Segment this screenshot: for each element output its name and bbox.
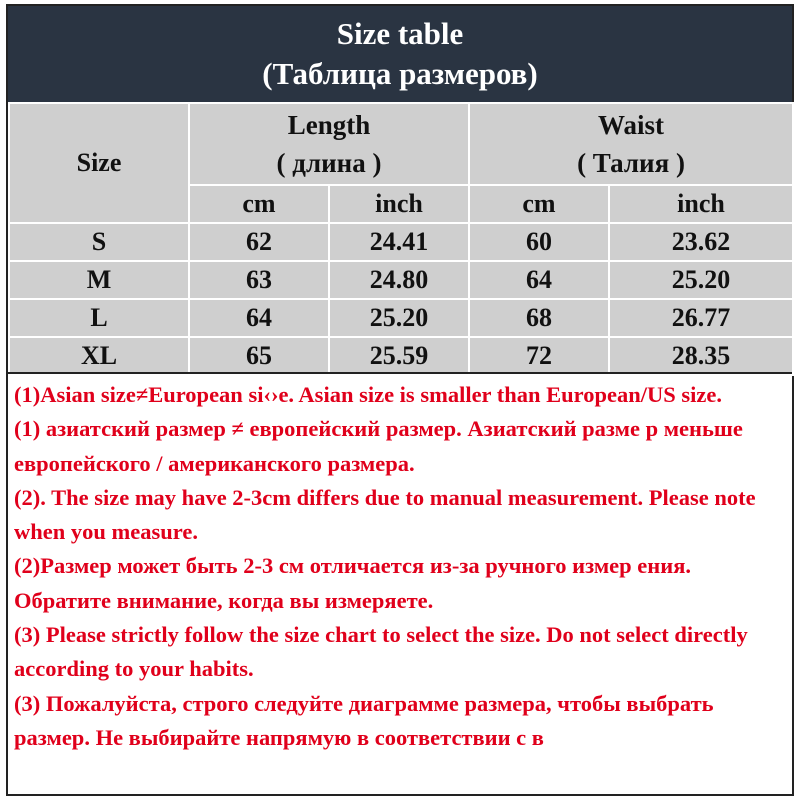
table-row (9, 299, 793, 337)
waist-header (469, 103, 793, 185)
unit-length-inch: inch (329, 185, 469, 223)
note-1-english: (1)Asian size≠European si‹›e. Asian size is smaller than European/US size. (14, 382, 723, 407)
unit-waist-inch: inch (609, 185, 793, 223)
table-row (9, 337, 793, 375)
header-row (9, 103, 793, 185)
waist-inch-cell: 26.77 (609, 299, 793, 337)
length-cm-cell: 65 (189, 337, 329, 375)
title-english: Size table (336, 16, 464, 51)
length-cm-cell: 63 (189, 261, 329, 299)
note-3-russian: (3) Пожалуйста, строго следуйте диаграмме размера, чтобы выбрать размер. Не выбирайте напрямую в соответствии с в (14, 690, 714, 750)
size-cell: L (9, 299, 189, 337)
waist-inch-cell: 28.35 (609, 337, 793, 375)
waist-cm-cell: 64 (469, 261, 609, 299)
length-cm-cell: 64 (189, 299, 329, 337)
note-3-english: (3) Please strictly follow the size chart to select the size. Do not select directly according to your habits. (14, 622, 748, 682)
length-inch-cell: 25.20 (329, 299, 469, 337)
table-row (9, 223, 793, 261)
size-cell: M (9, 261, 189, 299)
waist-subtitle: ( Талия ) (577, 148, 685, 178)
waist-inch-cell: 23.62 (609, 223, 793, 261)
size-table (8, 102, 794, 376)
title-banner (8, 6, 792, 102)
waist-inch-cell: 25.20 (609, 261, 793, 299)
length-title: Length (287, 110, 371, 140)
note-1-russian: (1) азиатский размер ≠ европейский размер. Азиатский разме р меньше европейского / американского размера. (14, 416, 743, 476)
table-row (9, 261, 793, 299)
size-chart-frame (6, 4, 794, 796)
length-inch-cell: 25.59 (329, 337, 469, 375)
size-column-header: Size (9, 103, 189, 223)
waist-cm-cell: 60 (469, 223, 609, 261)
unit-length-cm: cm (189, 185, 329, 223)
length-inch-cell: 24.80 (329, 261, 469, 299)
note-2-english: (2). The size may have 2-3cm differs due to manual measurement. Please note when you measure. (14, 484, 756, 545)
length-inch-cell: 24.41 (329, 223, 469, 261)
size-cell: XL (9, 337, 189, 375)
size-cell: S (9, 223, 189, 261)
waist-cm-cell: 72 (469, 337, 609, 375)
note-2-russian: (2)Размер может быть 2-3 см отличается из-за ручного измер ения. Обратите внимание, когда вы измеряете. (14, 553, 691, 613)
length-subtitle: ( длина ) (276, 148, 382, 178)
title-russian: (Таблица размеров) (262, 56, 538, 91)
length-header (189, 103, 469, 185)
length-cm-cell: 62 (189, 223, 329, 261)
unit-waist-cm: cm (469, 185, 609, 223)
waist-cm-cell: 68 (469, 299, 609, 337)
waist-title: Waist (597, 110, 664, 140)
size-notes (8, 372, 792, 794)
